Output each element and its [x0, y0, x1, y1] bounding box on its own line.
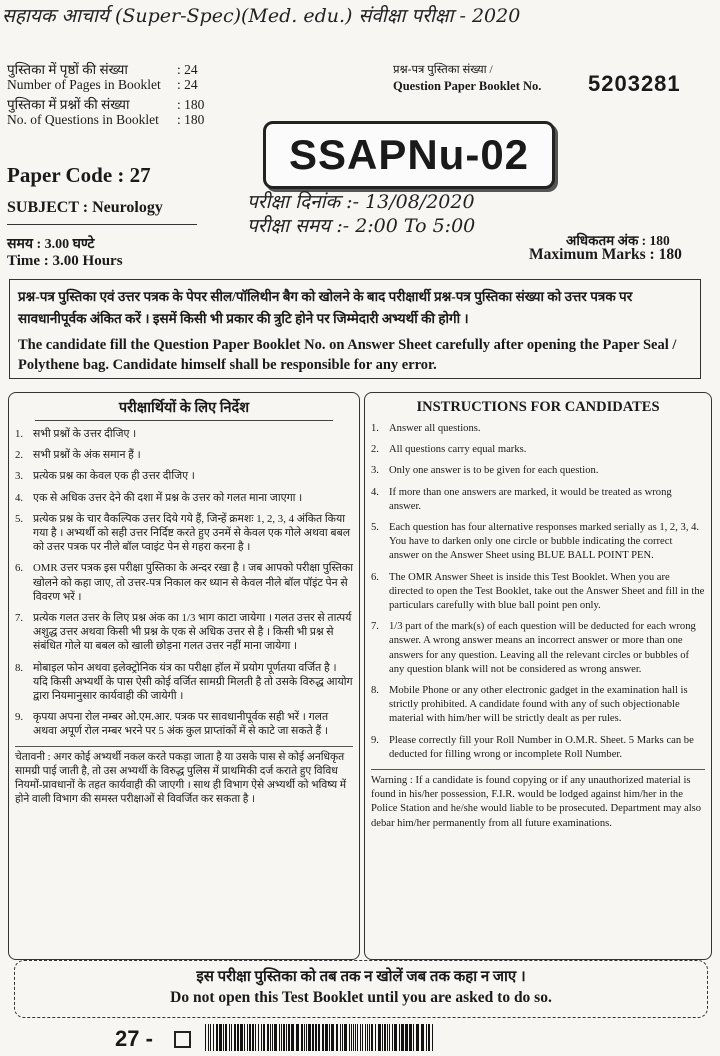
instruction-hindi-item-text: प्रत्येक प्रश्न के चार वैकल्पिक उत्तर दिये गये हैं, जिन्हें क्रमशः 1, 2, 3, 4 अंकित किया गया है । अभ्यर्थी को सही उत्तर निर्दिष्ट करते हुए उनमें से केवल एक गोले अथवा बबल को उत्तर पत्रक पर नीले बॉल प्वाइंट पेन से गहरा करना है । — [33, 512, 351, 554]
instruction-english-item-number: 8. — [371, 685, 379, 697]
booklet-no-label-hi: प्रश्न-पत्र पुस्तिका संख्या / — [393, 64, 493, 76]
questions-label-hi: पुस्तिका में प्रश्नों की संख्या — [7, 97, 130, 112]
questions-label-en: No. of Questions in Booklet — [7, 112, 159, 127]
instruction-hindi-item-text: एक से अधिक उत्तर देने की दशा में प्रश्न के उत्तर को गलत माना जाएगा । — [33, 491, 303, 504]
instruction-hindi-item-text: OMR उत्तर पत्रक इस परीक्षा पुस्तिका के अन्दर रखा है । जब आपको परीक्षा पुस्तिका खोलने को कहा जाए, तो उत्तर-पत्र निकाल कर ध्यान से केवल नीले बॉल पॉइंट पेन से विवरण भरें । — [33, 562, 353, 603]
instruction-english-item-text: Please correctly fill your Roll Number in O.M.R. Sheet. 5 Marks can be deducted for filling wrong or incomplete Roll Number. — [389, 734, 694, 760]
notice-hindi: प्रश्न-पत्र पुस्तिका एवं उत्तर पत्रक के पेपर सील/पॉलिथीन बैग को खोलने के बाद परीक्षार्थी प्रश्न-पत्र पुस्तिका संख्या को उत्तर पत्रक पर सावधानीपूर्वक अंकित करें । इसमें किसी भी प्रकार की त्रुटि होने पर जिम्मेदारी अभ्यर्थी की होगी । — [18, 289, 633, 326]
paper-code: Paper Code : 27 — [7, 163, 151, 187]
questions-value-en: : 180 — [177, 112, 205, 127]
instructions-hindi-list — [15, 427, 353, 739]
instruction-hindi-item-3 — [15, 469, 353, 483]
instruction-hindi-item-text: प्रत्येक प्रश्न का केवल एक ही उत्तर दीजिए । — [33, 470, 195, 483]
instruction-hindi-item-number: 2. — [15, 449, 24, 462]
barcode-icon — [205, 1024, 437, 1051]
do-not-open-box — [14, 960, 708, 1018]
instruction-hindi-item-8 — [15, 661, 353, 704]
exam-date: परीक्षा दिनांक :- 13/08/2020 — [247, 191, 475, 213]
instruction-english-item-number: 1. — [371, 423, 379, 434]
subject-underline — [7, 224, 197, 225]
instruction-english-item-4 — [371, 486, 705, 514]
warning-hindi: चेतावनी : अगर कोई अभ्यर्थी नकल करते पकड़ा जाता है या उसके पास से कोई अनधिकृत सामग्री पाई जाती है, तो उस अभ्यर्थी के विरुद्ध पुलिस में प्राथमिकी दर्ज कराते हुए विविध नियमों-प्रावधानों के तहत कार्यवाही की जाएगी । साथ ही विभाग ऐसे अभ्यर्थी को भविष्य में होने वाली विभाग की समस्त परीक्षाओं से विवर्जित कर सकता है । — [15, 746, 353, 808]
instructions-english-panel — [364, 392, 712, 960]
pages-label-en: Number of Pages in Booklet — [7, 77, 161, 92]
instruction-hindi-item-7 — [15, 611, 353, 654]
instruction-english-item-text: Answer all questions. — [389, 423, 481, 434]
pages-value-en: : 24 — [177, 77, 198, 92]
instruction-hindi-item-6 — [15, 561, 353, 604]
pages-value: : 24 — [177, 62, 198, 77]
notice-box — [9, 279, 701, 379]
instruction-hindi-item-number: 8. — [15, 661, 24, 674]
booklet-no-label-en: Question Paper Booklet No. — [393, 79, 542, 93]
instruction-english-item-text: Each question has four alternative responses marked serially as 1, 2, 3, 4. You have to darken only one circle or bubble indicating the correct answer on the Answer Sheet using BLUE BALL POINT PEN. — [389, 522, 700, 562]
do-not-open-hindi: इस परीक्षा पुस्तिका को तब तक न खोलें जब तक कहा न जाए । — [196, 969, 526, 985]
instruction-english-item-text: 1/3 part of the mark(s) of each question will be deducted for each wrong answer. A wrong answer means an incorrect answer or more than one answers for any question. Leaving all the relevant circles or bubbles of any question blank will not be considered as wrong answer. — [389, 621, 696, 675]
booklet-meta — [7, 62, 257, 127]
instruction-english-item-number: 4. — [371, 486, 379, 498]
instruction-english-item-number: 2. — [371, 444, 379, 456]
instruction-hindi-item-text: कृपया अपना रोल नम्बर ओ.एम.आर. पत्रक पर सावधानीपूर्वक सही भरें । गलत अथवा अपूर्ण रोल नम्बर भरने पर 5 अंक कुल प्राप्तांकों में से काटे जा सकते हैं । — [33, 711, 329, 738]
instruction-hindi-item-text: मोबाइल फोन अथवा इलेक्ट्रोनिक यंत्र का परीक्षा हॉल में प्रयोग पूर्णतया वर्जित है । यदि किसी अभ्यर्थी के पास ऐसी कोई वर्जित सामग्री मिलती है तो उसके विरुद्ध आयोग द्वारा नियमानुसार कार्यवाही की जायेगी । — [33, 661, 353, 703]
booklet-number: 5203281 — [588, 71, 681, 96]
instruction-english-item-text: Only one answer is to be given for each question. — [389, 465, 599, 477]
subject: SUBJECT : Neurology — [7, 199, 163, 216]
time-hi: समय : 3.00 घण्टे — [7, 237, 95, 252]
instruction-hindi-item-number: 6. — [15, 562, 24, 575]
series-code: SSAPNu-02 — [288, 131, 530, 178]
instructions-english-title: INSTRUCTIONS FOR CANDIDATES — [416, 399, 660, 415]
max-marks-en: Maximum Marks : 180 — [529, 246, 682, 263]
instruction-english-item-number: 5. — [371, 522, 379, 534]
instruction-hindi-item-2 — [15, 448, 353, 462]
instructions-hindi-title: परीक्षार्थियों के लिए निर्देश — [35, 397, 333, 421]
pages-label-hi: पुस्तिका में पृष्ठों की संख्या — [7, 62, 128, 77]
max-marks-hi: अधिकतम अंक : 180 — [566, 233, 670, 248]
notice-english: The candidate fill the Question Paper Booklet No. on Answer Sheet carefully after opening the Paper Seal / Polythene bag. Candidate himself shall be responsible for any error. — [18, 337, 677, 373]
instruction-english-item-2 — [371, 443, 705, 457]
instruction-english-item-text: Mobile Phone or any other electronic gadget in the examination hall is strictly prohibited. A candidate found with any of such objectionable material with him/her will be strictly dealt as per rules. — [389, 685, 688, 725]
instruction-english-item-3 — [371, 464, 705, 478]
instruction-hindi-item-text: सभी प्रश्नों के उत्तर दीजिए । — [33, 428, 137, 440]
instructions-english-list — [371, 422, 705, 762]
instruction-english-item-text: If more than one answers are marked, it would be treated as wrong answer. — [389, 486, 672, 512]
instruction-hindi-item-5 — [15, 512, 353, 555]
instruction-english-item-number: 7. — [371, 621, 379, 633]
instruction-hindi-item-number: 1. — [15, 428, 24, 440]
instruction-english-item-5 — [371, 521, 705, 564]
do-not-open-english: Do not open this Test Booklet until you are asked to do so. — [170, 989, 552, 1006]
questions-value: : 180 — [177, 97, 205, 112]
instruction-hindi-item-9 — [15, 710, 353, 738]
warning-english: Warning : If a candidate is found copying or if any unauthorized material is found in his/her possession, F.I.R. would be lodged against him/her in the Police Station and he/she would liable to be prosecuted. Department may also debar him/her permanently from all future examinations. — [371, 769, 705, 831]
exam-time: परीक्षा समय :- 2:00 To 5:00 — [247, 215, 476, 237]
instruction-english-item-number: 6. — [371, 571, 379, 583]
instruction-english-item-text: All questions carry equal marks. — [389, 444, 527, 456]
instruction-english-item-number: 3. — [371, 465, 379, 477]
handwritten-title: सहायक आचार्य (Super-Spec)(Med. edu.) संवीक्षा परीक्षा - 2020 — [2, 5, 521, 27]
page-code: 27 - — [115, 1026, 153, 1051]
instruction-hindi-item-4 — [15, 491, 353, 505]
instruction-hindi-item-number: 3. — [15, 470, 24, 483]
instruction-hindi-item-number: 4. — [15, 491, 24, 504]
series-code-box — [263, 121, 555, 189]
instruction-english-item-8 — [371, 684, 705, 727]
instruction-hindi-item-number: 7. — [15, 612, 24, 625]
instruction-english-item-7 — [371, 620, 705, 677]
instruction-hindi-item-number: 9. — [15, 711, 24, 724]
instruction-hindi-item-text: प्रत्येक गलत उत्तर के लिए प्रश्न अंक का 1/3 भाग काटा जायेगा । गलत उत्तर से तात्पर्य अशुद्ध उत्तर अथवा किसी भी प्रश्न के एक से अधिक उत्तर से है । किसी भी प्रश्न से संबंधित गोले या बबल को खाली छोड़ना गलत उत्तर नहीं माना जायेगा । — [33, 612, 352, 653]
instruction-english-item-1 — [371, 422, 705, 436]
instructions-hindi-panel — [8, 392, 360, 960]
instruction-hindi-item-number: 5. — [15, 512, 24, 525]
instruction-english-item-number: 9. — [371, 734, 379, 746]
instruction-hindi-item-1 — [15, 427, 353, 441]
instruction-english-item-text: The OMR Answer Sheet is inside this Test Booklet. When you are directed to open the Test Booklet, take out the Answer Sheet and fill in the particulars carefully with blue ball point pen only. — [389, 571, 705, 612]
instruction-english-item-9 — [371, 734, 705, 762]
checkbox-square-icon — [174, 1031, 191, 1048]
instruction-english-item-6 — [371, 571, 705, 614]
instruction-hindi-item-text: सभी प्रश्नों के अंक समान हैं । — [33, 449, 141, 462]
time-en: Time : 3.00 Hours — [7, 253, 123, 269]
